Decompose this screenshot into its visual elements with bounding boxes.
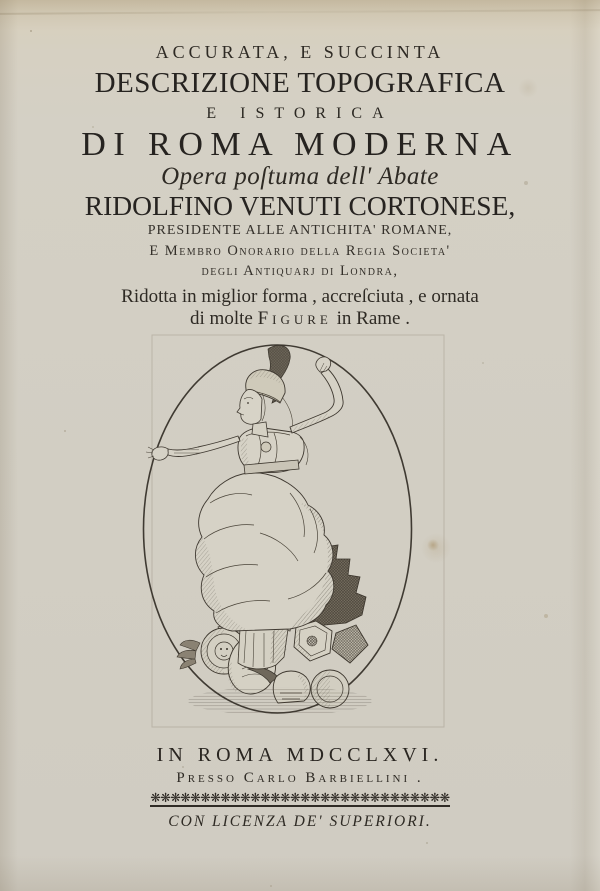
license-line: CON LICENZA DE' SUPERIORI. bbox=[168, 813, 432, 830]
edition-note-2 bbox=[0, 308, 600, 330]
edition-note-2-prefix: di molte bbox=[190, 308, 258, 329]
title-vignette-engraving bbox=[140, 333, 450, 729]
ornament-rule-row bbox=[0, 789, 600, 807]
author-role-1: PRESIDENTE ALLE ANTICHITA' ROMANE, bbox=[147, 223, 453, 238]
author-role-3: degli Antiquarj di Londra, bbox=[201, 263, 399, 279]
imprint-publisher: Presso Carlo Barbiellini . bbox=[176, 770, 424, 786]
author-name: RIDOLFINO VENUTI CORTONESE, bbox=[84, 190, 516, 221]
author-role-2: E Membro Onorario della Regia Societa' bbox=[149, 243, 451, 259]
edition-note-2-figure-word: Figure bbox=[257, 308, 332, 329]
printer-ornament-band: ❋❋❋❋❋❋❋❋❋❋❋❋❋❋❋❋❋❋❋❋❋❋❋❋❋❋❋❋❋❋ bbox=[150, 790, 450, 805]
imprint-place-year: IN ROMA MDCCLXVI. bbox=[156, 744, 444, 766]
title-subject: DI ROMA MODERNA bbox=[81, 126, 519, 163]
paper-crease bbox=[0, 9, 600, 15]
edition-note-2-suffix: in Rame . bbox=[331, 308, 410, 329]
byline-opera: Opera poſtuma dell' Abate bbox=[161, 163, 439, 190]
page-title: DESCRIZIONE TOPOGRAFICA bbox=[94, 67, 506, 99]
series-line: ACCURATA, E SUCCINTA bbox=[155, 42, 445, 62]
title-subline: E ISTORICA bbox=[206, 105, 394, 122]
edition-note-1: Ridotta in miglior forma , accreſciuta , e ornata bbox=[121, 286, 479, 307]
paper-specks bbox=[30, 30, 32, 32]
